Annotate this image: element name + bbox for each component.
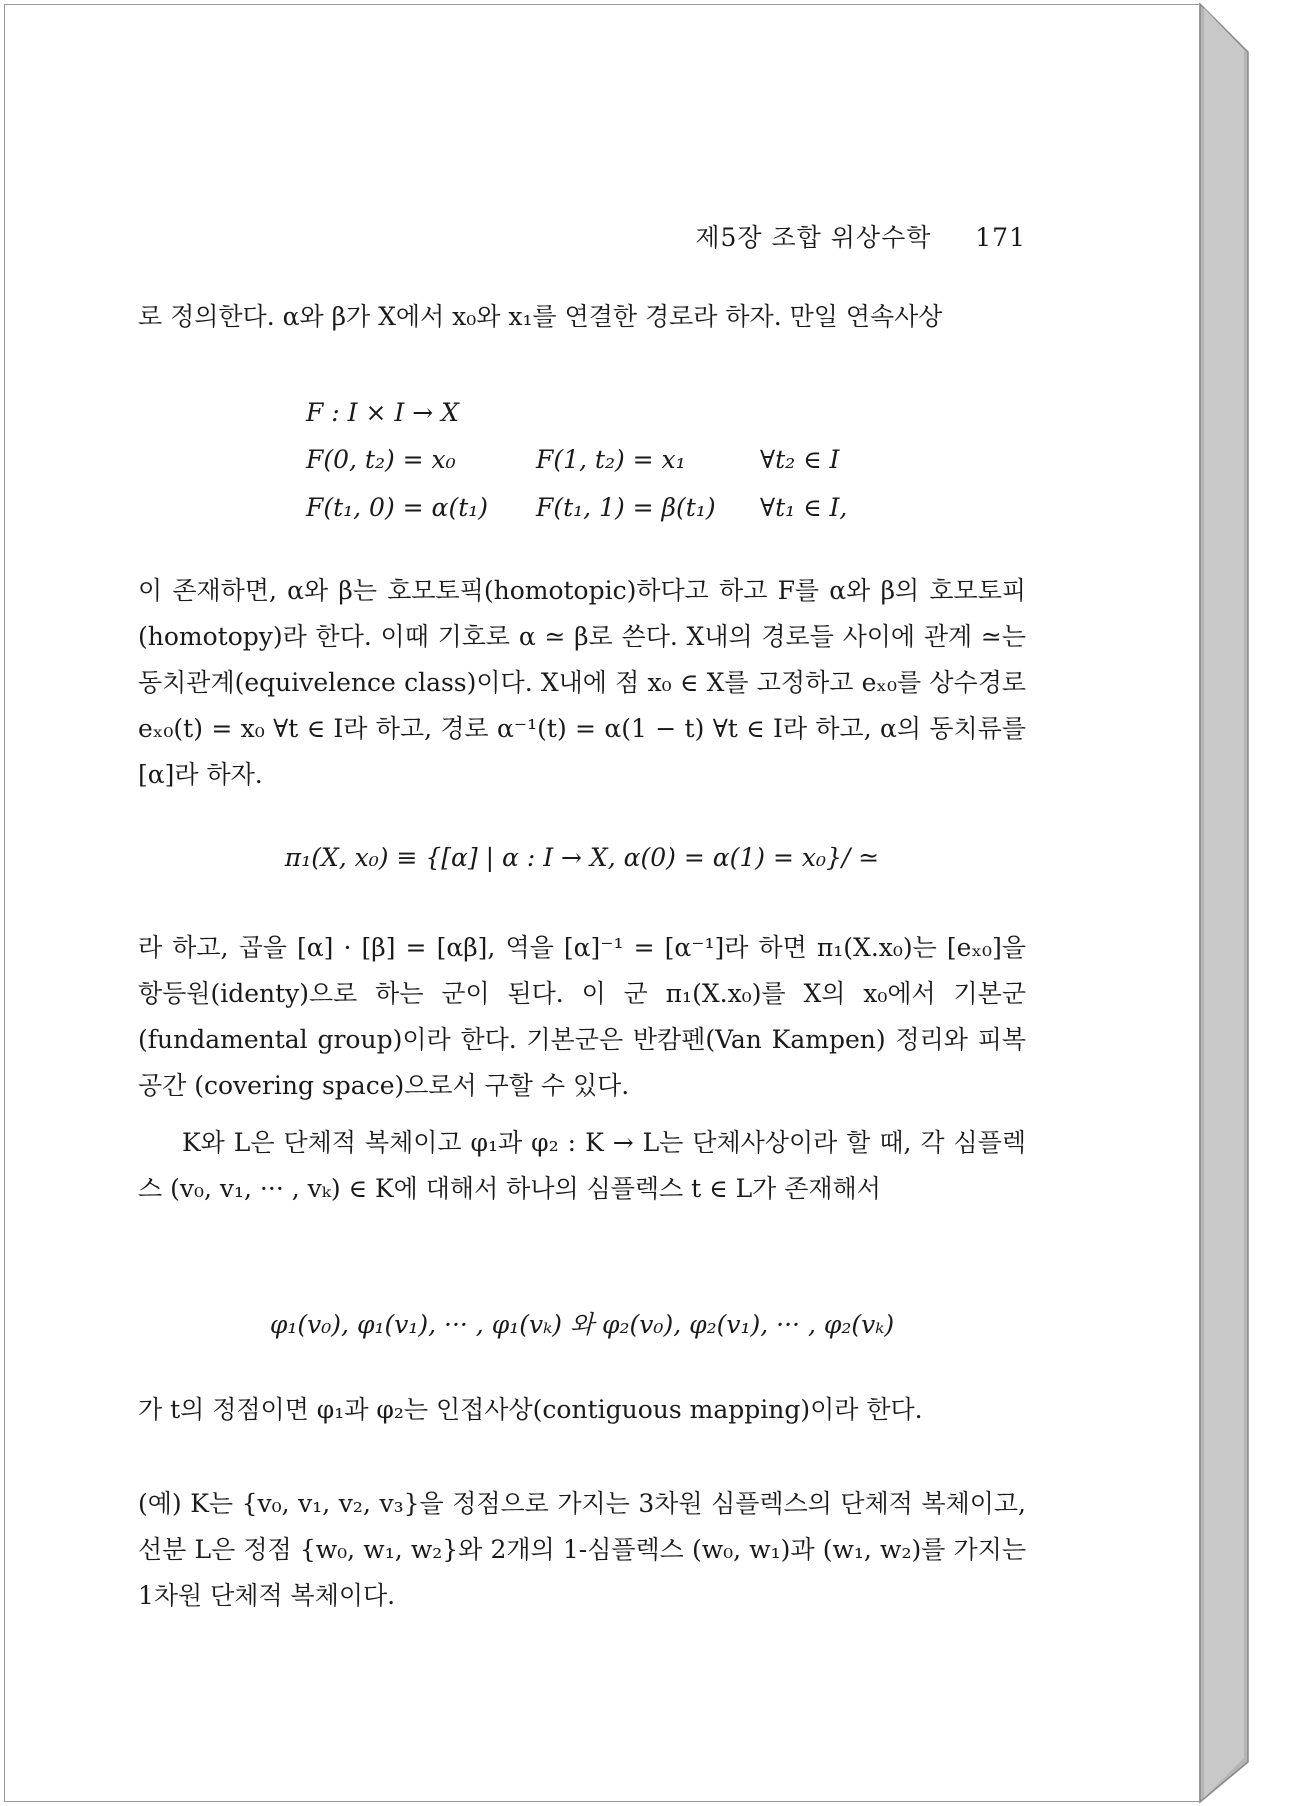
equation-ft10: F(t₁, 0) = α(t₁) [306, 493, 489, 522]
equation-fundamental-group: π₁(X, x₀) ≡ {[α] | α : I → X, α(0) = α(1) = x₀}/ ≃ [284, 843, 880, 872]
equation-f1: F(1, t₂) = x₁ [536, 445, 686, 474]
book-page [4, 4, 1200, 1802]
page-number: 171 [975, 223, 1026, 252]
equation-forall-t2: ∀t₂ ∈ I [760, 445, 840, 474]
paragraph-example: (예) K는 {v₀, v₁, v₂, v₃}을 정점으로 가지는 3차원 심플렉스의 단체적 복체이고, 선분 L은 정점 {w₀, w₁, w₂}와 2개의 1-심플렉스 (w₀, w₁)과 (w₁, w₂)를 가지는 1차원 단체적 복체이다. [138, 1489, 1026, 1610]
paragraph-4: K와 L은 단체적 복체이고 φ₁과 φ₂ : K → L는 단체사상이라 할 때, 각 심플렉스 (v₀, v₁, ··· , vₖ) ∈ K에 대해서 하나의 심플렉스 t ∈ L가 존재해서 [138, 1128, 1026, 1203]
equation-ft11: F(t₁, 1) = β(t₁) [536, 493, 716, 522]
running-header [138, 218, 1026, 254]
chapter-title: 제5장 조합 위상수학 [695, 223, 932, 252]
paragraph-1: 로 정의한다. α와 β가 X에서 x₀와 x₁를 연결한 경로라 하자. 만일 연속사상 [138, 302, 943, 331]
paragraph-5: 가 t의 정점이면 φ₁과 φ₂는 인접사상(contiguous mapping)이라 한다. [138, 1395, 923, 1424]
equation-f0: F(0, t₂) = x₀ [306, 445, 456, 474]
equation-forall-t1: ∀t₁ ∈ I, [760, 493, 848, 522]
paragraph-2: 이 존재하면, α와 β는 호모토픽(homotopic)하다고 하고 F를 α와 β의 호모토피(homotopy)라 한다. 이때 기호로 α ≃ β로 쓴다. X내의 경로들 사이에 관계 ≃는 동치관계(equivelence class)이다. X내에 점 x₀ ∈ X를 고정하고 eₓ₀를 상수경로 eₓ₀(t) = x₀ ∀t ∈ I라 하고, 경로 α⁻¹(t) = α(1 − t) ∀t ∈ I라 하고, α의 동치류를 [α]라 하자. [138, 576, 1026, 789]
paragraph-3: 라 하고, 곱을 [α] · [β] = [αβ], 역을 [α]⁻¹ = [α⁻¹]라 하면 π₁(X.x₀)는 [eₓ₀]을 항등원(identy)으로 하는 군이 된다. 이 군 π₁(X.x₀)를 X의 x₀에서 기본군(fundamental group)이라 한다. 기본군은 반캄펜(Van Kampen) 정리와 피복공간 (covering space)으로서 구할 수 있다. [138, 933, 1026, 1100]
equation-contiguous: φ₁(v₀), φ₁(v₁), ··· , φ₁(vₖ) 와 φ₂(v₀), φ₂(v₁), ··· , φ₂(vₖ) [269, 1310, 895, 1339]
equation-map: F : I × I → X [306, 398, 459, 427]
